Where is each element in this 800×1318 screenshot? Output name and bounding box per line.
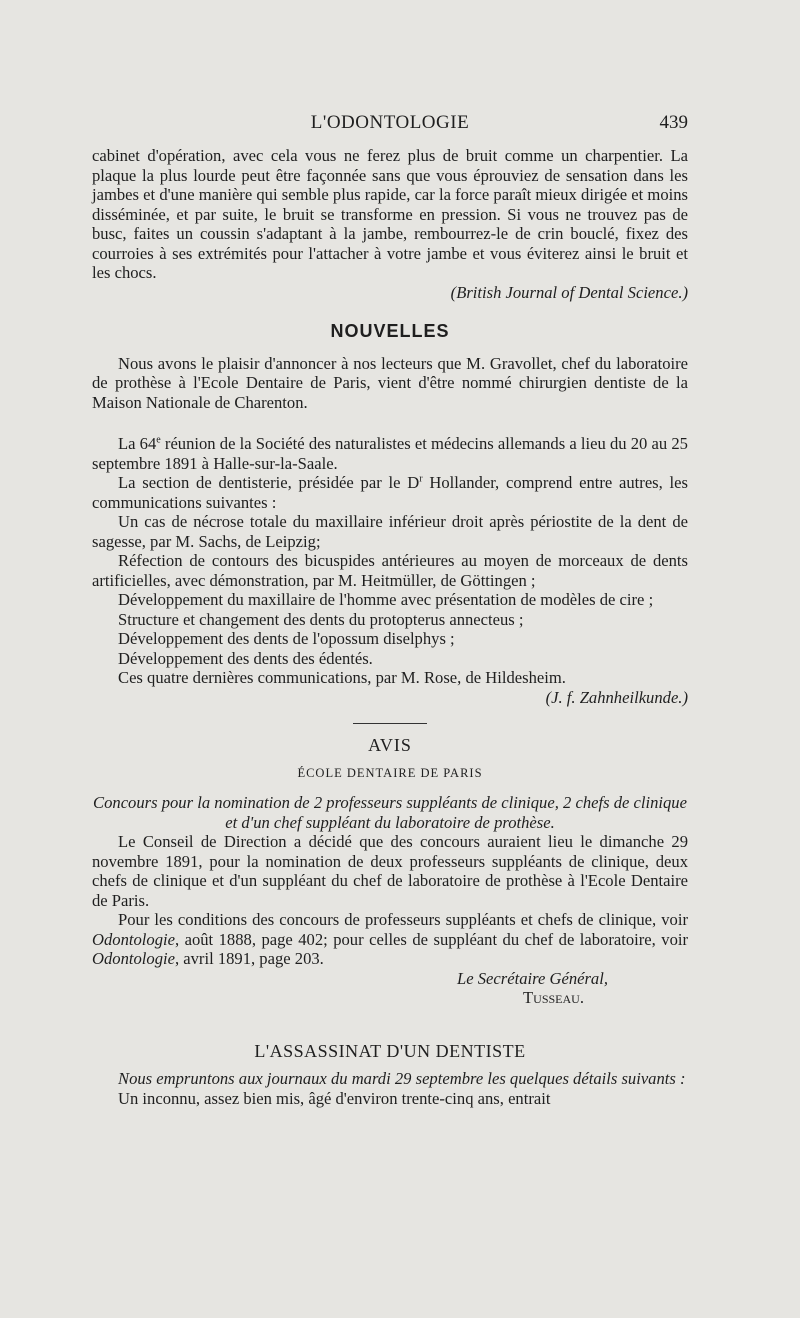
nouvelles-paragraph-3: La section de dentisterie, présidée par le $D^r$ Hollander, comprend entre autres, les communications suivantes : xyxy=(92,473,688,512)
communication-item: Ces quatre dernières communications, par M. Rose, de Hildesheim. xyxy=(118,668,566,687)
page-header xyxy=(92,112,688,140)
avis-heading: AVIS xyxy=(368,735,412,755)
avis-subheading: ÉCOLE DENTAIRE DE PARIS xyxy=(297,765,483,780)
communication-item: Développement du maxillaire de l'homme avec présentation de modèles de cire ; xyxy=(118,590,654,609)
assassinat-intro: Nous empruntons aux journaux du mardi 29 septembre les quelques détails suivants : xyxy=(118,1069,686,1088)
nouvelles-paragraph-2: La 64e réunion de la Société des naturalistes et médecins allemands a lieu du 20 au 25 septembre 1891 à Halle-sur-la-Saale. xyxy=(92,434,688,473)
section-divider xyxy=(353,723,427,724)
signature-role: Le Secrétaire Général, xyxy=(457,968,608,988)
continuation-paragraph: cabinet d'opération, avec cela vous ne ferez plus de bruit comme un charpentier. La plaque la plus lourde peut être façonnée sans que vous éprouviez de sensation dans les jambes et d'une manière qui semble plus rapide, car la force paraît mieux dirigée et moins disséminée, et par suite, le bruit se transforme en pression. Si vous ne trouvez pas de busc, faites un coussin s'adaptant à la jambe, rembourrez-le de crin bouclé, fixez des courroies à ses extrémités pour l'attacher à votre jambe et vous éviterez ainsi le bruit et les chocs. xyxy=(92,146,688,282)
page-number: 439 xyxy=(659,112,688,133)
avis-paragraph-2: Pour les conditions des concours de professeurs suppléants et chefs de clinique, voir Odontologie, août 1888, page 402; pour celles de suppléant du chef de laboratoire, voir Odontologie, avril 1891, page 203. xyxy=(92,910,688,968)
avis-paragraph-1: Le Conseil de Direction a décidé que des concours auraient lieu le dimanche 29 novembre 1891, pour la nomination de deux professeurs suppléants de clinique, deux chefs de clinique et d'un suppléant du chef de laboratoire de prothèse à l'Ecole Dentaire de Paris. xyxy=(92,832,688,910)
nouvelles-paragraph-1: Nous avons le plaisir d'annoncer à nos lecteurs que M. Gravollet, chef du laboratoire de prothèse à l'Ecole Dentaire de Paris, vient d'être nommé chirurgien dentiste de la Maison Nationale de Charenton. xyxy=(92,353,688,412)
running-title: L'ODONTOLOGIE xyxy=(310,112,470,133)
page-body xyxy=(92,146,688,1108)
communication-item: Un cas de nécrose totale du maxillaire inférieur droit après périostite de la dent de sagesse, par M. Sachs, de Leipzig; xyxy=(92,512,688,551)
communication-item: Structure et changement des dents du protopterus annecteus ; xyxy=(118,609,524,629)
communication-item: Développement des dents des édentés. xyxy=(118,648,373,668)
continuation-source: (British Journal of Dental Science.) xyxy=(450,282,688,302)
spacer xyxy=(92,412,688,434)
assassinat-text: Un inconnu, assez bien mis, âgé d'environ trente-cinq ans, entrait xyxy=(118,1088,551,1108)
avis-lead: Concours pour la nomination de 2 professeurs suppléants de clinique, 2 chefs de clinique et d'un chef suppléant du laboratoire de prothèse. xyxy=(93,793,687,832)
nouvelles-heading: NOUVELLES xyxy=(330,321,450,341)
signature-name: Tusseau. xyxy=(523,988,584,1007)
communication-item: Développement des dents de l'opossum diselphys ; xyxy=(118,629,455,648)
nouvelles-source: (J. f. Zahnheilkunde.) xyxy=(545,687,688,707)
assassinat-heading: L'ASSASSINAT D'UN DENTISTE xyxy=(254,1040,526,1061)
communication-item: Réfection de contours des bicuspides antérieures au moyen de morceaux de dents artificielles, avec démonstration, par M. Heitmüller, de Göttingen ; xyxy=(92,551,688,590)
